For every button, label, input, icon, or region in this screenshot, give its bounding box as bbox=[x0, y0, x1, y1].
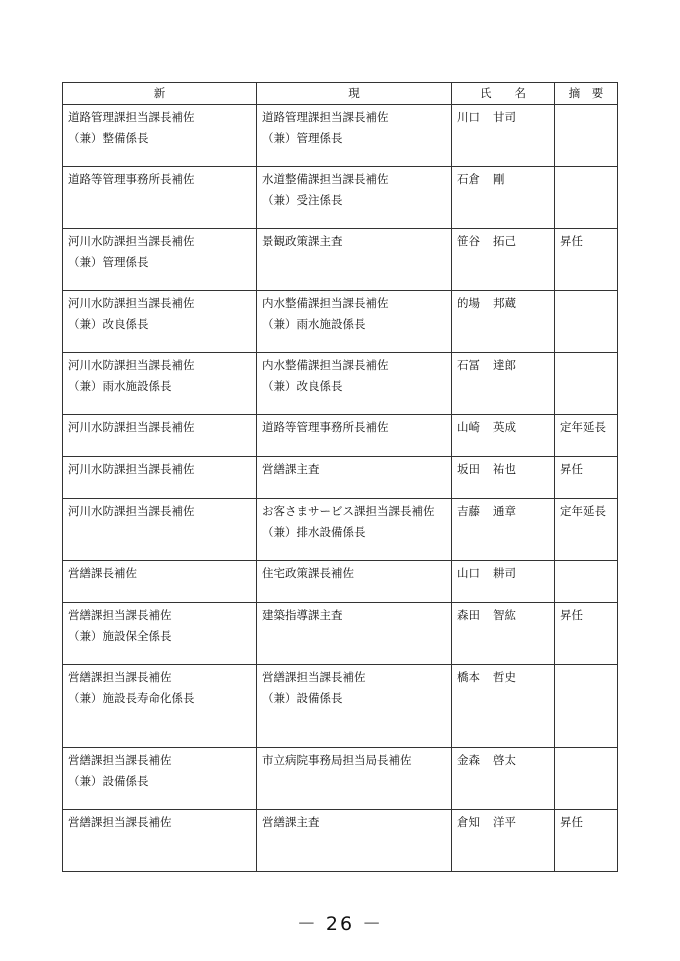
surname: 的場 bbox=[457, 296, 480, 310]
current-position-cell bbox=[257, 561, 452, 603]
current-position-cell bbox=[257, 229, 452, 291]
given-name: 啓太 bbox=[493, 753, 516, 767]
new-position-line: 河川水防課担当課長補佐 bbox=[68, 504, 195, 518]
surname: 橋本 bbox=[457, 670, 480, 684]
current-position-cell bbox=[257, 353, 452, 415]
new-position-cell bbox=[63, 665, 257, 748]
given-name: 智紘 bbox=[493, 608, 516, 622]
remarks-cell bbox=[555, 291, 618, 353]
surname: 川口 bbox=[457, 110, 480, 124]
new-position-cell bbox=[63, 229, 257, 291]
remarks-cell bbox=[555, 665, 618, 748]
current-position-line: （兼）改良係長 bbox=[262, 379, 343, 393]
name-cell bbox=[452, 291, 555, 353]
new-position-cell bbox=[63, 457, 257, 499]
current-position-cell bbox=[257, 415, 452, 457]
new-position-line: （兼）改良係長 bbox=[68, 317, 149, 331]
current-position-line: 住宅政策課長補佐 bbox=[262, 566, 354, 580]
surname: 倉知 bbox=[457, 815, 480, 829]
remarks-cell: 定年延長 bbox=[555, 415, 618, 457]
header-remarks: 摘 要 bbox=[555, 83, 618, 105]
new-position-cell bbox=[63, 167, 257, 229]
remarks-cell bbox=[555, 105, 618, 167]
current-position-line: 内水整備課担当課長補佐 bbox=[262, 358, 389, 372]
new-position-line: 営繕課担当課長補佐 bbox=[68, 815, 172, 829]
remarks-cell: 昇任 bbox=[555, 603, 618, 665]
name-cell bbox=[452, 105, 555, 167]
new-position-line: （兼）管理係長 bbox=[68, 255, 149, 269]
new-position-line: （兼）施設長寿命化係長 bbox=[68, 691, 195, 705]
surname: 笹谷 bbox=[457, 234, 480, 248]
table-row bbox=[63, 229, 618, 291]
given-name: 哲史 bbox=[493, 670, 516, 684]
current-position-cell bbox=[257, 603, 452, 665]
current-position-cell bbox=[257, 810, 452, 872]
new-position-line: （兼）雨水施設係長 bbox=[68, 379, 172, 393]
table-row bbox=[63, 105, 618, 167]
new-position-line: 河川水防課担当課長補佐 bbox=[68, 462, 195, 476]
new-position-line: 河川水防課担当課長補佐 bbox=[68, 358, 195, 372]
personnel-change-table bbox=[62, 82, 618, 872]
header-current-position: 現 bbox=[257, 83, 452, 105]
surname: 吉藤 bbox=[457, 504, 480, 518]
new-position-cell bbox=[63, 603, 257, 665]
current-position-line: 道路管理課担当課長補佐 bbox=[262, 110, 389, 124]
given-name: 達郎 bbox=[493, 358, 516, 372]
surname: 森田 bbox=[457, 608, 480, 622]
current-position-line: （兼）受注係長 bbox=[262, 193, 343, 207]
current-position-line: 景観政策課主査 bbox=[262, 234, 343, 248]
table-row bbox=[63, 561, 618, 603]
current-position-line: 建築指導課主査 bbox=[262, 608, 343, 622]
new-position-line: 河川水防課担当課長補佐 bbox=[68, 296, 195, 310]
surname: 山崎 bbox=[457, 420, 480, 434]
current-position-line: （兼）排水設備係長 bbox=[262, 525, 366, 539]
given-name: 洋平 bbox=[493, 815, 516, 829]
new-position-line: 河川水防課担当課長補佐 bbox=[68, 234, 195, 248]
current-position-cell bbox=[257, 105, 452, 167]
given-name: 甘司 bbox=[493, 110, 516, 124]
name-cell bbox=[452, 561, 555, 603]
header-name: 氏 名 bbox=[452, 83, 555, 105]
current-position-cell bbox=[257, 291, 452, 353]
new-position-cell bbox=[63, 499, 257, 561]
current-position-line: 営繕課主査 bbox=[262, 815, 320, 829]
surname: 山口 bbox=[457, 566, 480, 580]
header-new-position: 新 bbox=[63, 83, 257, 105]
given-name: 剛 bbox=[493, 172, 505, 186]
current-position-cell bbox=[257, 665, 452, 748]
name-cell bbox=[452, 603, 555, 665]
new-position-cell bbox=[63, 105, 257, 167]
remarks-cell: 昇任 bbox=[555, 810, 618, 872]
table-row bbox=[63, 748, 618, 810]
new-position-line: 営繕課担当課長補佐 bbox=[68, 753, 172, 767]
table-row bbox=[63, 499, 618, 561]
name-cell bbox=[452, 748, 555, 810]
current-position-line: （兼）管理係長 bbox=[262, 131, 343, 145]
new-position-line: 営繕課担当課長補佐 bbox=[68, 670, 172, 684]
new-position-cell bbox=[63, 291, 257, 353]
surname: 石倉 bbox=[457, 172, 480, 186]
given-name: 英成 bbox=[493, 420, 516, 434]
new-position-line: 営繕課担当課長補佐 bbox=[68, 608, 172, 622]
new-position-cell bbox=[63, 748, 257, 810]
name-cell bbox=[452, 415, 555, 457]
name-cell bbox=[452, 499, 555, 561]
current-position-line: お客さまサービス課担当課長補佐 bbox=[262, 504, 435, 518]
name-cell bbox=[452, 665, 555, 748]
given-name: 邦蔵 bbox=[493, 296, 516, 310]
remarks-cell: 昇任 bbox=[555, 457, 618, 499]
table-row bbox=[63, 353, 618, 415]
given-name: 拓己 bbox=[493, 234, 516, 248]
current-position-line: 市立病院事務局担当局長補佐 bbox=[262, 753, 412, 767]
surname: 石冨 bbox=[457, 358, 480, 372]
new-position-cell bbox=[63, 415, 257, 457]
name-cell bbox=[452, 457, 555, 499]
remarks-cell: 昇任 bbox=[555, 229, 618, 291]
current-position-line: 水道整備課担当課長補佐 bbox=[262, 172, 389, 186]
remarks-cell bbox=[555, 167, 618, 229]
table-row bbox=[63, 457, 618, 499]
table-row bbox=[63, 415, 618, 457]
new-position-line: 営繕課長補佐 bbox=[68, 566, 137, 580]
new-position-line: （兼）設備係長 bbox=[68, 774, 149, 788]
page-number: － 26 － bbox=[296, 913, 384, 935]
remarks-cell bbox=[555, 353, 618, 415]
new-position-line: （兼）施設保全係長 bbox=[68, 629, 172, 643]
new-position-line: 道路等管理事務所長補佐 bbox=[68, 172, 195, 186]
given-name: 耕司 bbox=[493, 566, 516, 580]
current-position-cell bbox=[257, 167, 452, 229]
new-position-line: 道路管理課担当課長補佐 bbox=[68, 110, 195, 124]
new-position-cell bbox=[63, 353, 257, 415]
given-name: 祐也 bbox=[493, 462, 516, 476]
surname: 金森 bbox=[457, 753, 480, 767]
name-cell bbox=[452, 353, 555, 415]
table-row bbox=[63, 167, 618, 229]
table-row bbox=[63, 291, 618, 353]
table-body bbox=[63, 105, 618, 872]
current-position-line: （兼）雨水施設係長 bbox=[262, 317, 366, 331]
current-position-cell bbox=[257, 457, 452, 499]
table-row bbox=[63, 810, 618, 872]
current-position-line: 内水整備課担当課長補佐 bbox=[262, 296, 389, 310]
current-position-line: 営繕課主査 bbox=[262, 462, 320, 476]
surname: 坂田 bbox=[457, 462, 480, 476]
new-position-cell bbox=[63, 810, 257, 872]
new-position-line: 河川水防課担当課長補佐 bbox=[68, 420, 195, 434]
remarks-cell: 定年延長 bbox=[555, 499, 618, 561]
given-name: 通章 bbox=[493, 504, 516, 518]
current-position-line: 道路等管理事務所長補佐 bbox=[262, 420, 389, 434]
table-row bbox=[63, 603, 618, 665]
table-header-row bbox=[63, 83, 618, 105]
remarks-cell bbox=[555, 561, 618, 603]
current-position-cell bbox=[257, 748, 452, 810]
current-position-cell bbox=[257, 499, 452, 561]
name-cell bbox=[452, 810, 555, 872]
remarks-cell bbox=[555, 748, 618, 810]
current-position-line: 営繕課担当課長補佐 bbox=[262, 670, 366, 684]
new-position-cell bbox=[63, 561, 257, 603]
name-cell bbox=[452, 167, 555, 229]
current-position-line: （兼）設備係長 bbox=[262, 691, 343, 705]
name-cell bbox=[452, 229, 555, 291]
new-position-line: （兼）整備係長 bbox=[68, 131, 149, 145]
table-row bbox=[63, 665, 618, 748]
